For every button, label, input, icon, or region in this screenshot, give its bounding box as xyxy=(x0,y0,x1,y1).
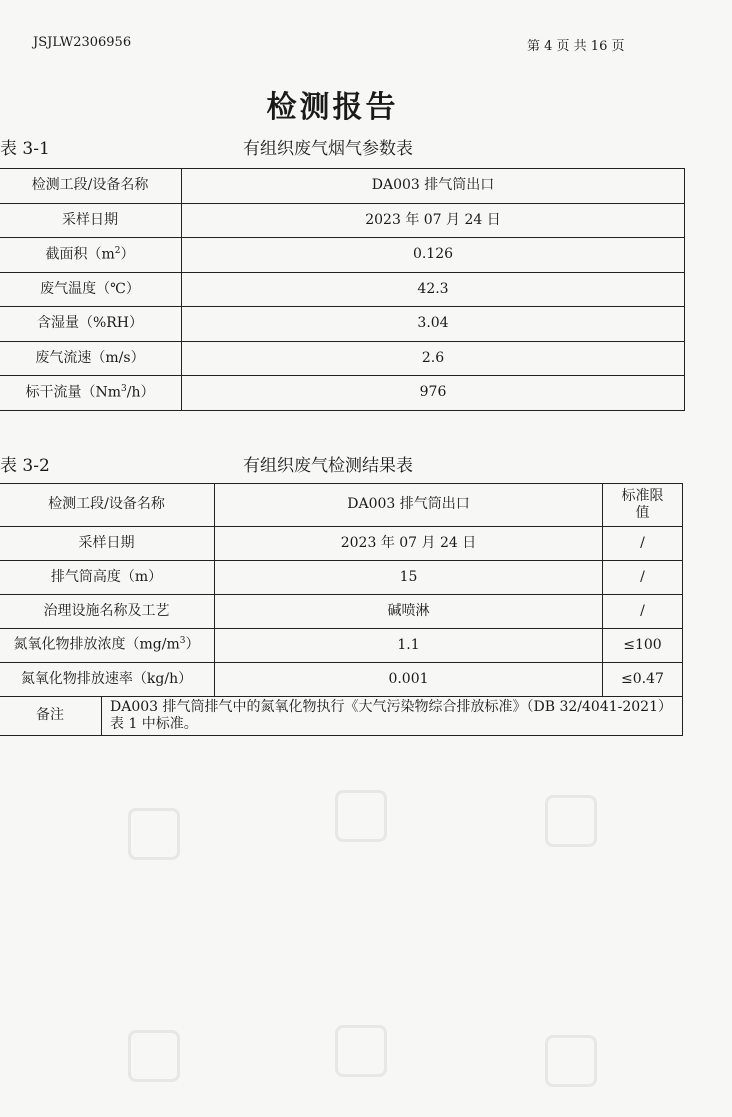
row-value: 3.04 xyxy=(182,307,685,342)
watermark-logo-icon xyxy=(335,1025,387,1077)
table-row xyxy=(0,561,683,595)
row-label: 含湿量（%RH） xyxy=(0,307,182,342)
row-label: 氮氧化物排放速率（kg/h） xyxy=(0,663,215,697)
page-indicator: 第 4 页 共 16 页 xyxy=(527,39,625,54)
table2-label: 表 3-2 xyxy=(0,456,50,476)
report-title: 检测报告 xyxy=(266,90,399,125)
table-row xyxy=(0,203,685,238)
header-value: DA003 排气筒出口 xyxy=(215,484,603,527)
row-limit: / xyxy=(603,561,683,595)
remark-label: 备注 xyxy=(0,697,102,736)
row-label: 截面积$(m^2)$ xyxy=(0,238,182,273)
row-limit: / xyxy=(603,527,683,561)
table1-caption: 有组织废气烟气参数表 xyxy=(243,139,413,159)
row-value: DA003 排气筒出口 xyxy=(182,169,685,204)
table-row xyxy=(0,663,683,697)
watermark-logo-icon xyxy=(545,1035,597,1087)
row-label: 氮氧化物排放浓度$(mg/m^3)$ xyxy=(0,629,215,663)
table-header-row xyxy=(0,484,683,527)
row-value: 976 xyxy=(182,376,685,411)
row-value: 1.1 xyxy=(215,629,603,663)
row-label: 治理设施名称及工艺 xyxy=(0,595,215,629)
header-label: 检测工段/设备名称 xyxy=(0,484,215,527)
emission-result-table xyxy=(0,483,683,736)
table-row xyxy=(0,595,683,629)
watermark-logo-icon xyxy=(545,795,597,847)
row-value: 2023 年 07 月 24 日 xyxy=(215,527,603,561)
table2-caption: 有组织废气检测结果表 xyxy=(243,456,413,476)
table-row xyxy=(0,238,685,273)
row-label: 废气温度（℃） xyxy=(0,272,182,307)
row-limit: / xyxy=(603,595,683,629)
row-value: 0.126 xyxy=(182,238,685,273)
table-row xyxy=(0,272,685,307)
row-label: 废气流速（m/s） xyxy=(0,341,182,376)
table-row xyxy=(0,527,683,561)
row-label: 检测工段/设备名称 xyxy=(0,169,182,204)
row-label: 标干流量（Nm$^3$/h） xyxy=(0,376,182,411)
table1-label: 表 3-1 xyxy=(0,139,50,159)
flue-gas-parameter-table xyxy=(0,168,685,411)
watermark-logo-icon xyxy=(128,808,180,860)
remark-text: DA003 排气筒排气中的氮氧化物执行《大气污染物综合排放标准》（DB 32/4041-2021）表 1 中标准。 xyxy=(102,697,683,736)
row-limit: ≤0.47 xyxy=(603,663,683,697)
row-value: 42.3 xyxy=(182,272,685,307)
remark-row xyxy=(0,697,683,736)
report-number: JSJLW2306956 xyxy=(33,35,132,50)
row-value: 2023 年 07 月 24 日 xyxy=(182,203,685,238)
row-value: 0.001 xyxy=(215,663,603,697)
row-label: 采样日期 xyxy=(0,527,215,561)
row-label: 排气筒高度（m） xyxy=(0,561,215,595)
table-row xyxy=(0,341,685,376)
row-value: 15 xyxy=(215,561,603,595)
watermark-logo-icon xyxy=(335,790,387,842)
watermark-logo-icon xyxy=(128,1030,180,1082)
table-row xyxy=(0,169,685,204)
row-value: 2.6 xyxy=(182,341,685,376)
header-limit: 标准限值 xyxy=(603,484,683,527)
row-value: 碱喷淋 xyxy=(215,595,603,629)
table-row xyxy=(0,376,685,411)
row-limit: ≤100 xyxy=(603,629,683,663)
table-row xyxy=(0,307,685,342)
row-label: 采样日期 xyxy=(0,203,182,238)
table-row xyxy=(0,629,683,663)
